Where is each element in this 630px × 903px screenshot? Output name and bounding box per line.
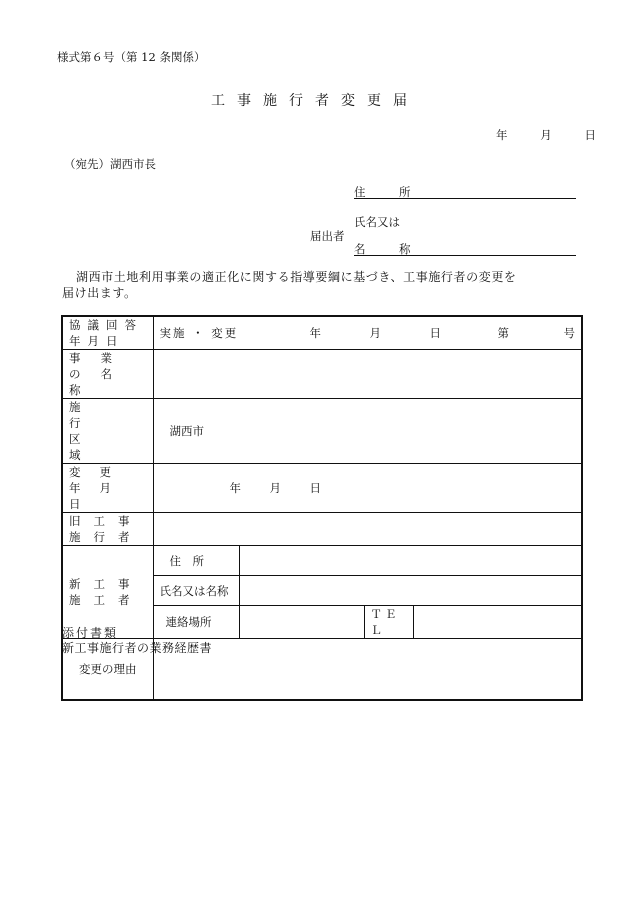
row-new-address [62,546,582,576]
body-text [62,269,562,301]
page-title: 工事施行者変更届 [211,93,419,109]
reason-value[interactable] [153,639,582,701]
project-name-value[interactable] [153,350,582,399]
applicant-name-field[interactable] [354,241,576,256]
submission-date [496,127,596,143]
new-address-label [153,546,239,576]
consult-year: 年 [309,326,321,340]
consult-date-label [62,316,153,350]
project-name-label [62,350,153,399]
row-consult-date [62,316,582,350]
change-year: 年 [229,481,241,495]
new-address-label-text: 住 所 [169,553,204,568]
applicant-role-label: 届出者 [310,229,345,243]
old-contractor-value[interactable] [153,513,582,546]
applicant-address-label: 住 所 [354,185,422,199]
date-year: 年 [496,128,508,142]
reason-label-text: 変更の理由 [79,662,137,676]
area-value-text: 湖西市 [169,424,204,438]
consult-month: 月 [369,326,381,340]
new-tel-label [364,606,413,639]
area-label [62,399,153,464]
date-month: 月 [540,128,552,142]
consult-date-label-text: 協議回答年月日 [69,318,143,348]
new-tel-value[interactable] [413,606,582,639]
new-name-label-text: 氏名又は名称 [159,583,229,598]
consult-number-prefix: 第 [497,326,509,340]
row-area [62,399,582,464]
consult-kind: 実施 ・ 変更 [159,326,239,340]
applicant-name-label-2: 名 称 [354,242,422,256]
applicant-name-label-1: 氏名又は [354,215,400,229]
area-value[interactable] [153,399,582,464]
new-contact-value[interactable] [239,606,364,639]
new-tel-label-text: ＴＥＬ [370,607,400,637]
change-month: 月 [269,481,281,495]
area-label-text: 施行区域 [69,400,111,462]
change-day: 日 [309,481,321,495]
addressee: （宛先）湖西市長 [64,157,156,171]
change-date-label-text: 変更年月日 [69,465,130,511]
applicant-address-field[interactable] [354,184,576,199]
consult-date-value[interactable] [153,316,582,350]
attachments-heading: 添付書類 [62,626,119,640]
new-name-label [153,576,239,606]
old-contractor-label [62,513,153,546]
change-date-value[interactable] [153,464,582,513]
row-old-contractor [62,513,582,546]
body-line-2: 届け出ます。 [62,286,137,300]
row-change-date [62,464,582,513]
row-project-name [62,350,582,399]
new-contact-label-text: 連絡場所 [165,615,212,629]
new-contractor-label-text: 新工事施工者 [69,577,143,607]
form-number: 様式第６号（第 12 条関係） [57,50,206,64]
consult-day: 日 [429,326,441,340]
new-address-value[interactable] [239,546,582,576]
change-date-label [62,464,153,513]
attachments-item: 新工事施行者の業務経歴書 [62,641,213,655]
body-line-1: 湖西市土地利用事業の適正化に関する指導要綱に基づき、工事施行者の変更を [76,270,517,284]
new-contact-label [153,606,239,639]
project-name-label-text: 事業の名称 [69,351,132,397]
consult-number-suffix: 号 [563,326,575,340]
new-name-value[interactable] [239,576,582,606]
date-day: 日 [584,128,596,142]
old-contractor-label-text: 旧工事施行者 [69,514,143,544]
